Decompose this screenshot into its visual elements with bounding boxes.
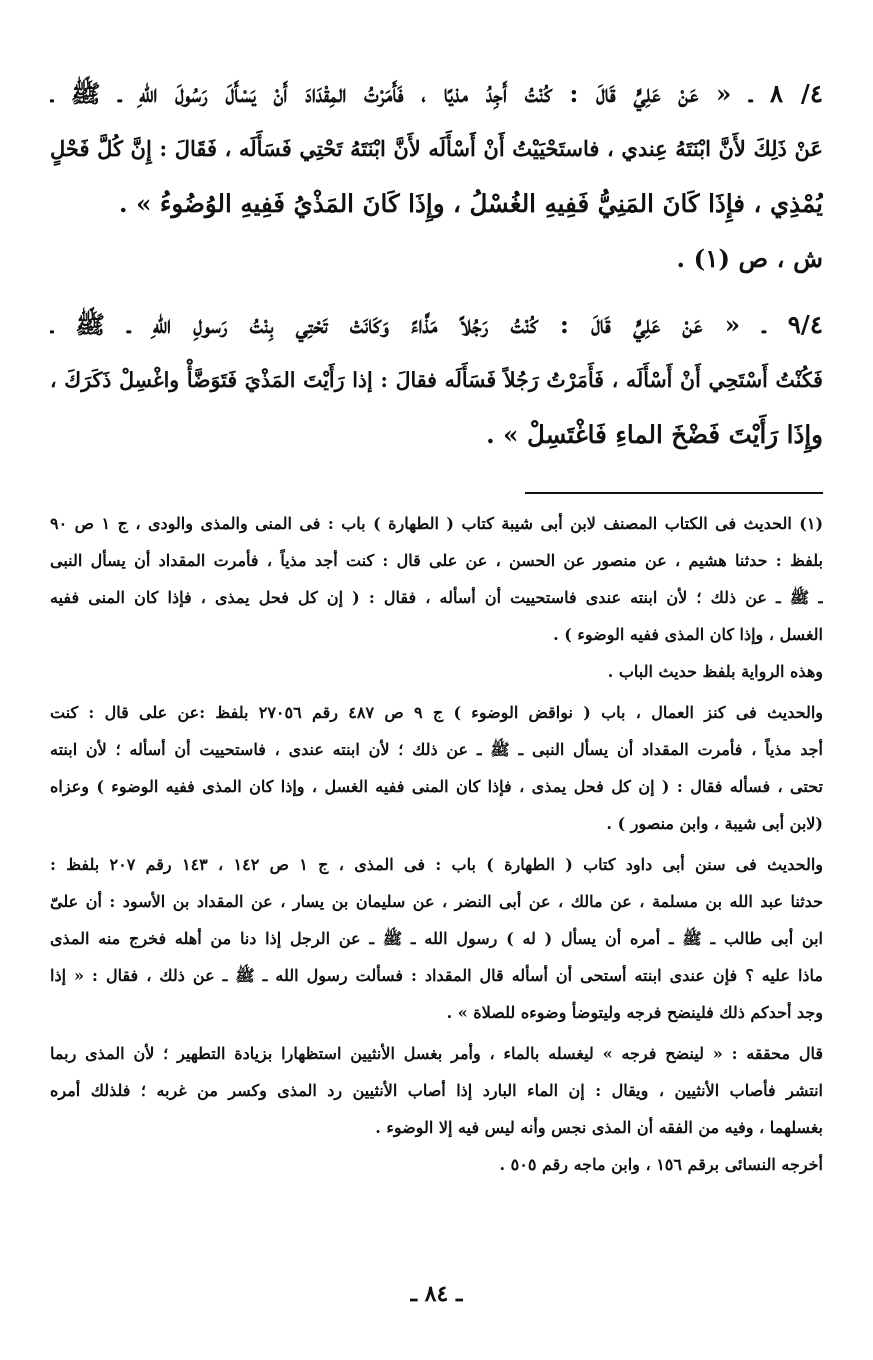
footnote-line-2: بلفظ : حدثنا هشيم ، عن منصور عن الحسن ، عن على قال : كنت أجد مذياً ، فأمرت المقداد أن يسأل النبى <box>50 551 823 570</box>
hadith-8-line-1: ٤/ ٨ ـ « عَنْ عَلِيٍّ قَالَ : كُنْتُ أَجِدُ مذيًا ، فَأَمَرْتُ المِقْدَادَ أَنْ يَسْأَلَ رَسُولَ اللهِ ـ ﷺ ـ <box>50 79 823 108</box>
footnote-line-7: أجد مذياً ، فأمرت المقداد أن يسأل النبى ـ ﷺ ـ عن ذلك ؛ لأن ابنته عندى ، فاستحييت أن أسأله ؛ لأن ابنته <box>50 740 823 759</box>
footnote-line-15: قال محققه : « لينضح فرجه » ليغسله بالماء ، وأمر بغسل الأنثيين استظهارا بزيادة التطهير ؛ لأن المذى ربما <box>50 1044 823 1063</box>
footnote-line-5: وهذه الرواية بلفظ حديث الباب . <box>607 662 823 681</box>
footnote-line-13: ماذا عليه ؟ فإن عندى ابنته أستحى أن أسأله قال المقداد : فسألت رسول الله ـ ﷺ ـ عن ذلك ، فقال : « إذا <box>50 966 823 985</box>
footnote-line-10: والحديث فى سنن أبى داود كتاب ( الطهارة ) باب : فى المذى ، ج ١ ص ١٤٢ ، ١٤٣ رقم ٢٠٧ بلفظ : <box>50 855 823 874</box>
footnote-line-17: بغسلهما ، وفيه من الفقه أن المذى نجس وأنه ليس فيه إلا الوضوء . <box>375 1118 823 1137</box>
hadith-9-line-2: فَكُنْتُ أَسْتَحِي أَنْ أَسْأَلَه ، فَأَمَرْتُ رَجُلاً فَسَأَلَه فقالَ : إذا رَأَيْتَ المَذْيَ فَتَوَضَّأْ واغْسِلْ ذَكَرَكَ ، <box>50 368 823 392</box>
footnote-line-1: (١) الحديث فى الكتاب المصنف لابن أبى شيبة كتاب ( الطهارة ) باب : فى المنى والمذى والودى ، ج ١ ص ٩٠ <box>50 514 823 533</box>
footnote-line-14: وجد أحدكم ذلك فلينضح فرجه وليتوضأ وضوءه للصلاة » . <box>446 1003 823 1022</box>
hadith-8-line-2: عَنْ ذَلِكَ لأَنَّ ابْنَتَهُ عِندي ، فاستَحْيَيْتُ أَنْ أَسْأَلَه لأَنَّ ابْنَتَهُ تَحْتِي فَسَأَلَه ، فَقَالَ : إِنَّ كُلَّ فَحْلٍ <box>50 136 823 161</box>
footnote-separator <box>525 492 823 494</box>
hadith-9-line-3: وإِذَا رَأَيْتَ فَضْخَ الماءِ فَاغْتَسِلْ » . <box>486 420 823 449</box>
footnote-line-18: أخرجه النسائى برقم ١٥٦ ، وابن ماجه رقم ٥٠٥ . <box>499 1155 823 1174</box>
footnote-line-8: تحتى ، فسأله فقال : ( إن كل فحل يمذى ، فإذا كان المنى ففيه الغسل ، وإذا كان المذى ففيه الوضوء ) وعزاه <box>50 777 823 796</box>
footnote-line-3: ـ ﷺ ـ عن ذلك ؛ لأن ابنته عندى فاستحييت أن أسأله ، فقال : ( إن كل فحل يمذى ، فإذا كان المنى ففيه <box>50 588 823 607</box>
hadith-8-line-3: يُمْذِي ، فإِذَا كَانَ المَنِيُّ فَفِيهِ الغُسْلُ ، وإِذَا كَانَ المَذْيُ فَفِيهِ الوُضُوءُ » . <box>119 189 823 218</box>
footnote-line-9: (لابن أبى شيبة ، وابن منصور ) . <box>606 814 823 833</box>
hadith-8-source: ش ، ص (١) . <box>676 244 823 273</box>
page-number: ـ ٨٤ ـ <box>410 1281 463 1307</box>
hadith-9-line-1: ٩/٤ ـ « عَنْ عَلِيٍّ قَالَ : كُنْتُ رَجُلاً مَذَّاءً وَكَانَتْ تَحْتِي بِنْتُ رَسولِ اللهِ ـ ﷺ ـ <box>50 310 823 339</box>
footnote-line-12: ابن أبى طالب ـ ﷺ ـ أمره أن يسأل ( له ) رسول الله ـ ﷺ ـ عن الرجل إذا دنا من أهله فخرج منه المذى <box>50 929 823 948</box>
footnote-line-6: والحديث فى كنز العمال ، باب ( نواقض الوضوء ) ج ٩ ص ٤٨٧ رقم ٢٧٠٥٦ بلفظ :عن على قال : كنت <box>50 703 823 722</box>
footnote-line-4: الغسل ، وإذا كان المذى ففيه الوضوء ) . <box>553 625 823 644</box>
footnote-line-11: حدثنا عبد الله بن مسلمة ، عن مالك ، عن أبى النضر ، عن سليمان بن يسار ، عن المقداد بن الأسود : أن علىّ <box>50 892 823 911</box>
footnote-line-16: انتشر فأصاب الأنثيين ، ويقال : إن الماء البارد إذا أصاب الأنثيين رد المذى وكسر من غربه ؛ فلذلك أمره <box>50 1081 823 1100</box>
